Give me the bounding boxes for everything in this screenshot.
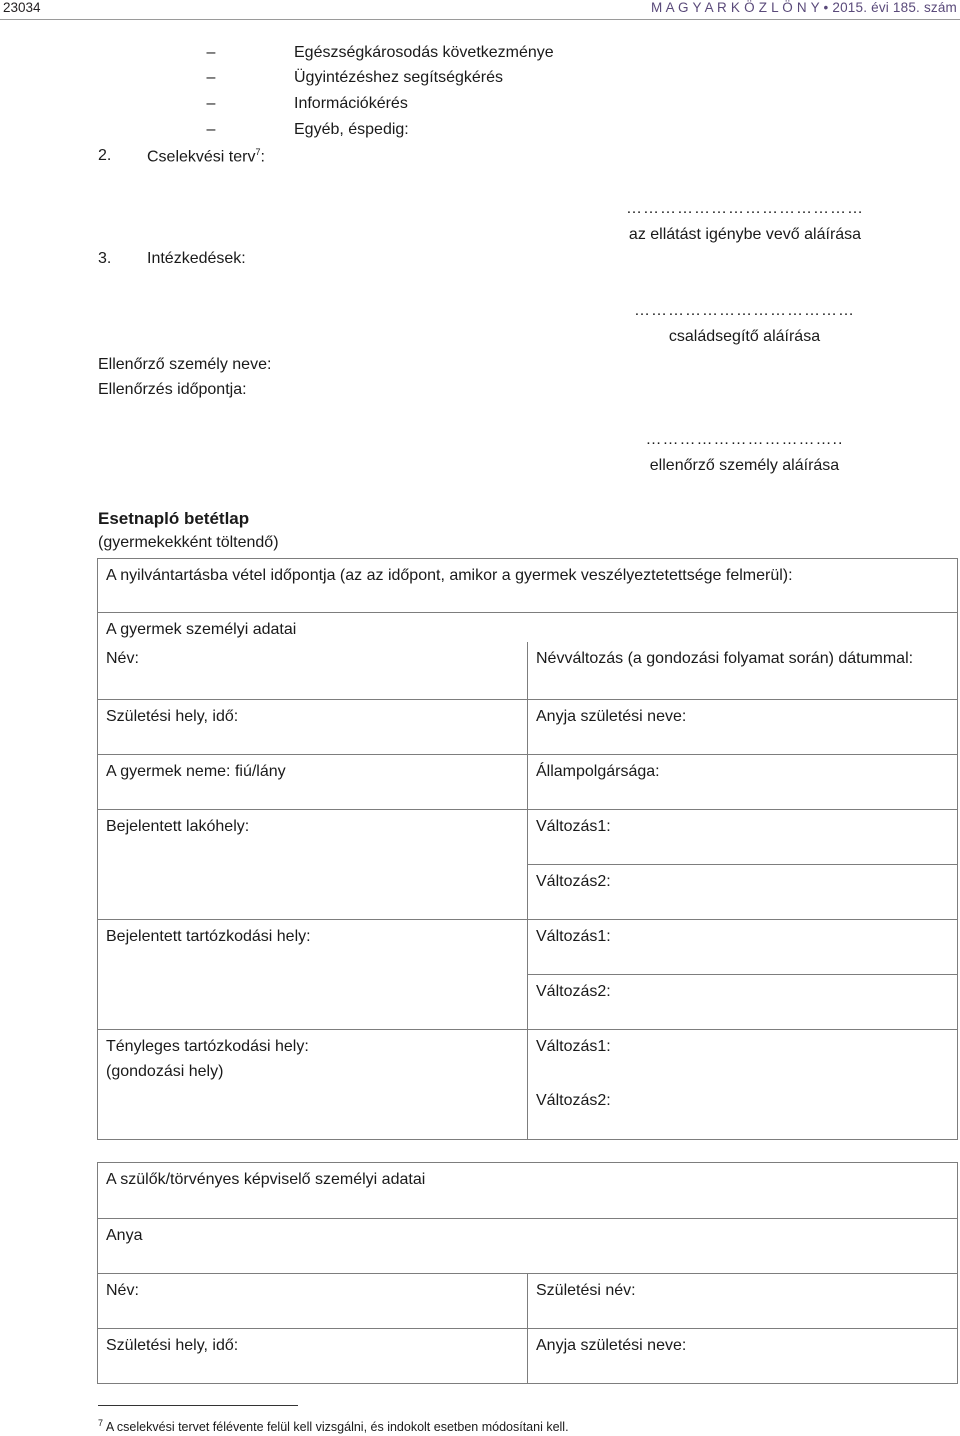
checker-signature-line: …………………………….. — [645, 431, 844, 448]
list-item: Információkérés — [294, 95, 408, 112]
actual-stay-sublabel: (gondozási hely) — [106, 1062, 224, 1080]
parents-data-header: A szülők/törvényes képviselő személyi adatai — [98, 1163, 958, 1219]
footnote — [98, 1418, 569, 1434]
actual-stay-field[interactable] — [98, 1029, 528, 1139]
case-subtitle: (gyermekekként töltendő) — [98, 534, 279, 551]
mother-section-label: Anya — [98, 1219, 958, 1274]
section-number: 3. — [98, 250, 112, 267]
header-rule — [0, 19, 960, 20]
child-citizenship-field[interactable]: Állampolgársága: — [528, 754, 958, 809]
actual-stay-label: Tényleges tartózkodási hely: — [106, 1037, 309, 1055]
mother-mother-name-field[interactable]: Anyja születési neve: — [528, 1329, 958, 1384]
residence-change1-field[interactable]: Változás1: — [528, 809, 958, 864]
stay-field[interactable]: Bejelentett tartózkodási hely: — [98, 919, 528, 1029]
registration-date-field[interactable]: A nyilvántartásba vétel időpontja (az az időpont, amikor a gyermek veszélyeztetettsége felmerül): — [98, 559, 958, 613]
child-name-change-field[interactable]: Névváltozás (a gondozási folyamat során) dátummal: — [528, 642, 958, 699]
mother-birth-field[interactable]: Születési hely, idő: — [98, 1329, 528, 1384]
stay-change2-field[interactable]: Változás2: — [528, 974, 958, 1029]
section-measures-label: Intézkedések: — [147, 250, 246, 267]
child-sex-field[interactable]: A gyermek neme: fiú/lány — [98, 754, 528, 809]
footnote-text: A cselekvési tervet félévente felül kell vizsgálni, és indokolt esetben módosítani kell. — [105, 1420, 569, 1435]
family-helper-signature-label: családsegítő aláírása — [668, 328, 821, 345]
footnote-rule — [98, 1405, 298, 1406]
list-item: Egyéb, éspedig: — [294, 121, 409, 138]
actual-stay-change1-field[interactable]: Változás1: — [528, 1029, 958, 1084]
journal-title: M A G Y A R K Ö Z L Ö N Y • 2015. évi 185. szám — [650, 0, 957, 15]
footnote-ref: 7 — [255, 147, 261, 157]
list-item: Ügyintézéshez segítségkérés — [294, 69, 503, 86]
case-title: Esetnapló betétlap — [98, 509, 250, 528]
checker-signature-label: ellenőrző személy aláírása — [649, 457, 840, 474]
mother-birth-name-field[interactable]: Születési név: — [528, 1274, 958, 1329]
list-dash: – — [206, 44, 216, 61]
child-mother-name-field[interactable]: Anyja születési neve: — [528, 699, 958, 754]
page-number: 23034 — [3, 0, 41, 15]
client-signature-line: …………………………………… — [626, 200, 864, 217]
list-dash: – — [206, 121, 216, 138]
child-name-field[interactable]: Név: — [98, 642, 528, 699]
parents-data-table — [97, 1162, 958, 1384]
list-dash: – — [206, 69, 216, 86]
actual-stay-change2-field[interactable]: Változás2: — [528, 1084, 958, 1139]
child-data-header: A gyermek személyi adatai — [98, 613, 958, 643]
section-plan-label: Cselekvési terv$^7$: — [147, 147, 265, 166]
stay-change1-field[interactable]: Változás1: — [528, 919, 958, 974]
list-item: Egészségkárosodás következménye — [294, 44, 554, 61]
child-birth-field[interactable]: Születési hely, idő: — [98, 699, 528, 754]
section-number: 2. — [98, 147, 112, 164]
checker-name-label: Ellenőrző személy neve: — [98, 356, 272, 373]
residence-field[interactable]: Bejelentett lakóhely: — [98, 809, 528, 919]
child-data-table — [97, 558, 958, 1140]
checker-date-label: Ellenőrzés időpontja: — [98, 381, 247, 398]
footnote-mark: 7 — [98, 1418, 104, 1428]
client-signature-label: az ellátást igénybe vevő aláírása — [628, 226, 862, 243]
residence-change2-field[interactable]: Változás2: — [528, 864, 958, 919]
list-dash: – — [206, 95, 216, 112]
mother-name-field[interactable]: Név: — [98, 1274, 528, 1329]
family-helper-signature-line: ………………………………… — [634, 302, 855, 319]
